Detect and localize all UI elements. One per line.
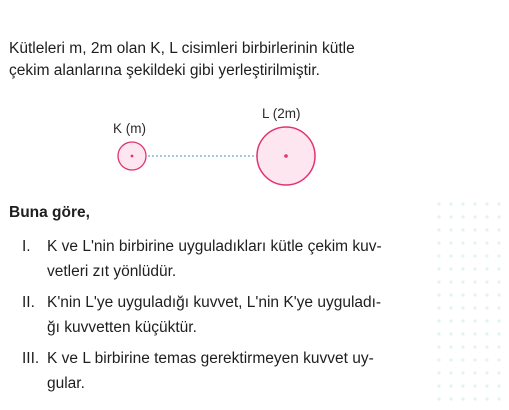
l-label: L (2m) <box>262 106 301 121</box>
k-label: K (m) <box>113 121 146 136</box>
statement-number: III. <box>22 350 40 367</box>
intro-line-2: çekim alanlarına şekildeki gibi yerleştirilmiştir. <box>9 62 320 79</box>
statement-text <box>47 346 427 396</box>
statement-line: K ve L birbirine temas gerektirmeyen kuvvet uy- <box>47 350 374 367</box>
l-center-dot <box>284 154 288 158</box>
statement-text <box>47 290 427 340</box>
question-head: Buna göre, <box>9 204 90 221</box>
k-center-dot <box>131 155 134 158</box>
gravity-figure <box>0 0 509 200</box>
statement-text <box>47 234 427 284</box>
statement-line: vetleri zıt yönlüdür. <box>47 263 177 280</box>
intro-line-1: Kütleleri m, 2m olan K, L cisimleri birbirlerinin kütle <box>9 40 355 57</box>
statement-number: II. <box>22 294 35 311</box>
statement-line: gular. <box>47 375 85 392</box>
decorative-dot-pattern <box>435 200 505 410</box>
statement-line: ğı kuvvetten küçüktür. <box>47 319 197 336</box>
statement-line: K'nin L'ye uyguladığı kuvvet, L'nin K'ye uyguladı- <box>47 294 382 311</box>
statement-number: I. <box>22 238 31 255</box>
statement-line: K ve L'nin birbirine uyguladıkları kütle çekim kuv- <box>47 238 382 255</box>
